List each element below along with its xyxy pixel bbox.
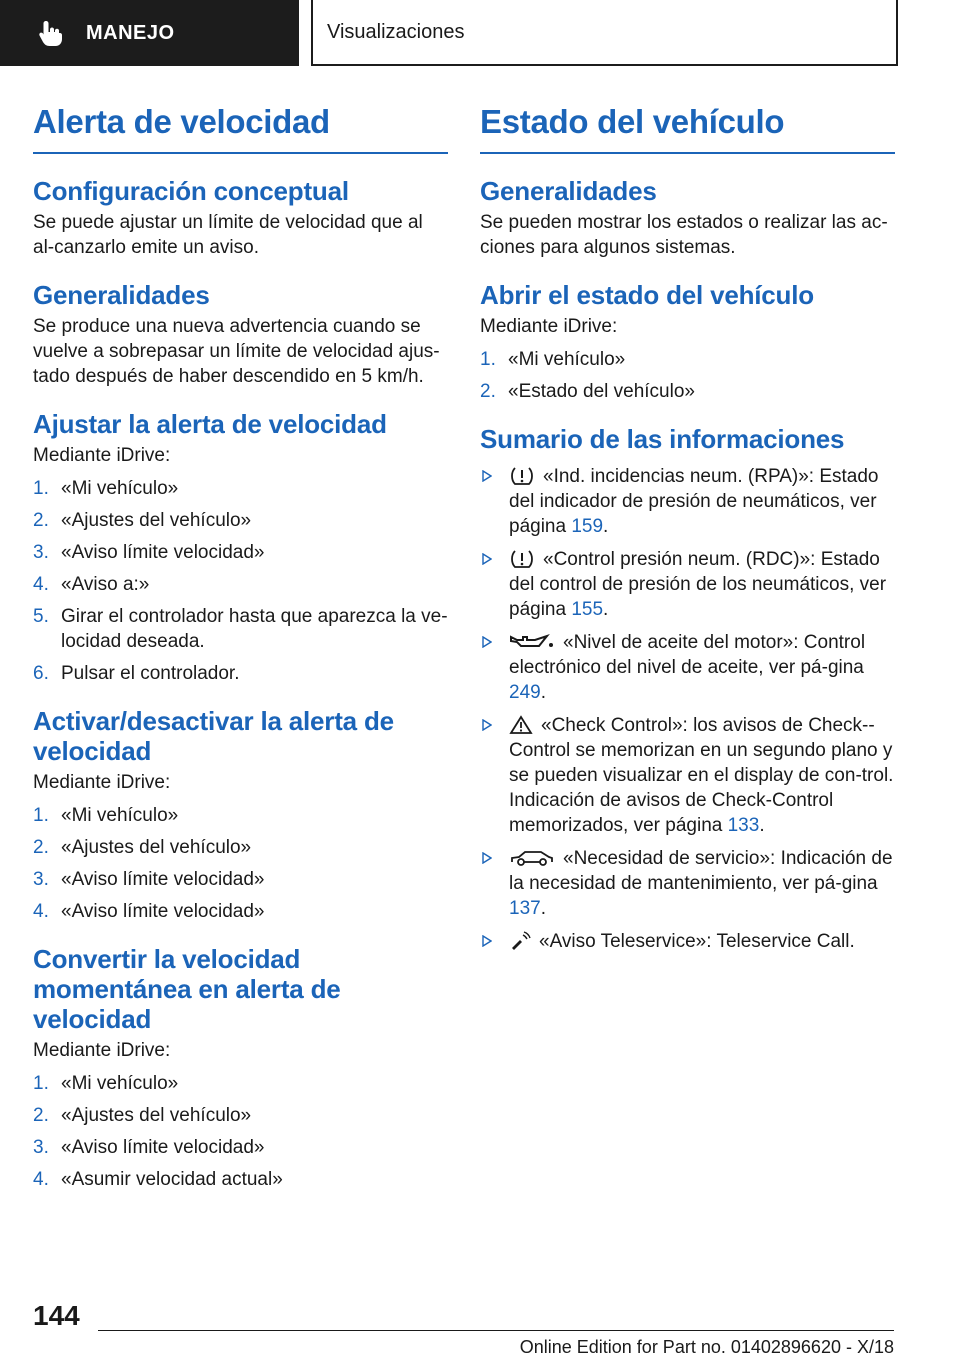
hand-icon: [38, 19, 64, 47]
vehicle-status-title: Estado del vehículo: [480, 100, 895, 154]
general-heading: Generalidades: [33, 280, 210, 310]
activate-heading: Activar/desactivar la alerta de velocidad: [33, 706, 394, 766]
open-status-steps: [480, 347, 895, 404]
convert-heading: Convertir la velocidad momentánea en alerta de velocidad: [33, 944, 341, 1034]
section-tab: [311, 0, 898, 66]
right-column: [480, 100, 895, 962]
list-item: [33, 803, 448, 828]
summary-heading: Sumario de las informaciones: [480, 424, 845, 454]
convert-intro: Mediante iDrive:: [33, 1040, 171, 1061]
bullet-triangle-icon: [482, 553, 492, 565]
adjust-intro: Mediante iDrive:: [33, 445, 171, 466]
step-number: 2.: [33, 837, 49, 858]
list-item: [480, 347, 895, 372]
step-number: 1.: [480, 349, 496, 370]
summary-text: «Nivel de aceite del motor»: Control electrónico del nivel de aceite, ver pá-gina: [509, 632, 866, 678]
step-number: 4.: [33, 901, 49, 922]
step-text: «Ajustes del vehículo»: [61, 510, 252, 531]
step-number: 6.: [33, 663, 49, 684]
step-text: Pulsar el controlador.: [61, 663, 240, 684]
status-general-text: Se pueden mostrar los estados o realizar las ac-ciones para algunos sistemas.: [480, 212, 888, 258]
step-number: 5.: [33, 606, 49, 627]
step-text: Girar el controlador hasta que aparezca la ve-locidad deseada.: [61, 606, 448, 652]
list-item: [480, 713, 895, 838]
page-link[interactable]: 155: [571, 599, 604, 620]
general-text: Se produce una nueva advertencia cuando se vuelve a sobrepasar un límite de velocidad ajus-tado después de haber descendido en 5 km/h.: [33, 316, 440, 387]
summary-text: «Ind. incidencias neum. (RPA)»: Estado del indicador de presión de neumáticos, ver página: [509, 466, 879, 537]
step-text: «Aviso límite velocidad»: [61, 542, 265, 563]
page-link[interactable]: 137: [509, 898, 541, 919]
tire-pressure-icon: [509, 549, 535, 569]
concept-text: Se puede ajustar un límite de velocidad que al al-canzarlo emite un aviso.: [33, 212, 423, 258]
list-item: [480, 846, 895, 921]
step-number: 2.: [33, 510, 49, 531]
adjust-heading: Ajustar la alerta de velocidad: [33, 409, 387, 439]
convert-steps: [33, 1071, 448, 1192]
speed-alert-title: Alerta de velocidad: [33, 100, 448, 154]
step-number: 2.: [33, 1105, 49, 1126]
summary-suffix: .: [759, 815, 765, 836]
left-column: [33, 100, 448, 1199]
section-label: Visualizaciones: [327, 20, 465, 43]
list-item: [33, 1103, 448, 1128]
step-text: «Ajustes del vehículo»: [61, 837, 252, 858]
step-text: «Ajustes del vehículo»: [61, 1105, 252, 1126]
step-number: 1.: [33, 1073, 49, 1094]
list-item: [33, 661, 448, 686]
concept-heading: Configuración conceptual: [33, 176, 349, 206]
list-item: [33, 1167, 448, 1192]
page-link[interactable]: 159: [571, 516, 604, 537]
summary-text: «Necesidad de servicio»: Indicación de la necesidad de mantenimiento, ver pá-gina: [509, 848, 893, 894]
list-item: [33, 899, 448, 924]
list-item: [480, 630, 895, 705]
bullet-triangle-icon: [482, 719, 492, 731]
list-item: [480, 379, 895, 404]
summary-suffix: .: [540, 898, 546, 919]
step-text: «Mi vehículo»: [61, 1073, 179, 1094]
summary-suffix: .: [603, 516, 609, 537]
bullet-triangle-icon: [482, 636, 492, 648]
activate-steps: [33, 803, 448, 924]
list-item: [33, 1071, 448, 1096]
step-text: «Aviso límite velocidad»: [61, 1137, 265, 1158]
list-item: [33, 508, 448, 533]
step-text: «Aviso límite velocidad»: [61, 869, 265, 890]
tire-pressure-icon: [509, 466, 535, 486]
step-text: «Aviso límite velocidad»: [61, 901, 265, 922]
list-item: [33, 835, 448, 860]
page-header: [0, 0, 960, 66]
summary-list: [480, 464, 895, 954]
teleservice-icon: [509, 931, 531, 951]
status-general-heading: Generalidades: [480, 176, 657, 206]
bullet-triangle-icon: [482, 935, 492, 947]
step-text: «Mi vehículo»: [61, 805, 179, 826]
step-number: 1.: [33, 478, 49, 499]
step-text: «Estado del vehículo»: [508, 381, 695, 402]
open-status-intro: Mediante iDrive:: [480, 316, 618, 337]
list-item: [33, 1135, 448, 1160]
edition-note: Online Edition for Part no. 01402896620 - X/18: [519, 1337, 894, 1357]
step-text: «Aviso a:»: [61, 574, 150, 595]
activate-intro: Mediante iDrive:: [33, 772, 171, 793]
list-item: [480, 547, 895, 622]
summary-text: «Check Control»: los avisos de Check--Control se memorizan en un segundo plano y se pueden visualizar en el display de con-trol. Indicación de avisos de Check-Control memorizados, ver página: [509, 715, 894, 836]
page-link[interactable]: 249: [509, 682, 541, 703]
service-car-icon: [509, 848, 555, 868]
open-status-heading: Abrir el estado del vehículo: [480, 280, 814, 310]
step-number: 4.: [33, 574, 49, 595]
bullet-triangle-icon: [482, 852, 492, 864]
chapter-tab: [0, 0, 299, 66]
page-number: 144: [33, 1300, 80, 1331]
list-item: [33, 604, 448, 654]
step-number: 3.: [33, 1137, 49, 1158]
step-number: 3.: [33, 869, 49, 890]
step-text: «Asumir velocidad actual»: [61, 1169, 283, 1190]
step-number: 2.: [480, 381, 496, 402]
list-item: [33, 867, 448, 892]
warning-triangle-icon: [509, 715, 533, 735]
list-item: [480, 929, 895, 954]
bullet-triangle-icon: [482, 470, 492, 482]
list-item: [33, 540, 448, 565]
step-text: «Mi vehículo»: [508, 349, 626, 370]
step-number: 3.: [33, 542, 49, 563]
summary-text: «Aviso Teleservice»: Teleservice Call.: [539, 931, 855, 952]
summary-suffix: .: [540, 682, 546, 703]
oil-can-icon: [509, 632, 555, 652]
step-number: 1.: [33, 805, 49, 826]
list-item: [33, 476, 448, 501]
list-item: [33, 572, 448, 597]
adjust-steps: [33, 476, 448, 686]
step-text: «Mi vehículo»: [61, 478, 179, 499]
step-number: 4.: [33, 1169, 49, 1190]
summary-suffix: .: [603, 599, 609, 620]
footer-divider: [98, 1330, 894, 1331]
page-link[interactable]: 133: [727, 815, 760, 836]
summary-text: «Control presión neum. (RDC)»: Estado del control de presión de los neumáticos, ver página: [509, 549, 887, 620]
chapter-label: MANEJO: [86, 21, 175, 44]
list-item: [480, 464, 895, 539]
